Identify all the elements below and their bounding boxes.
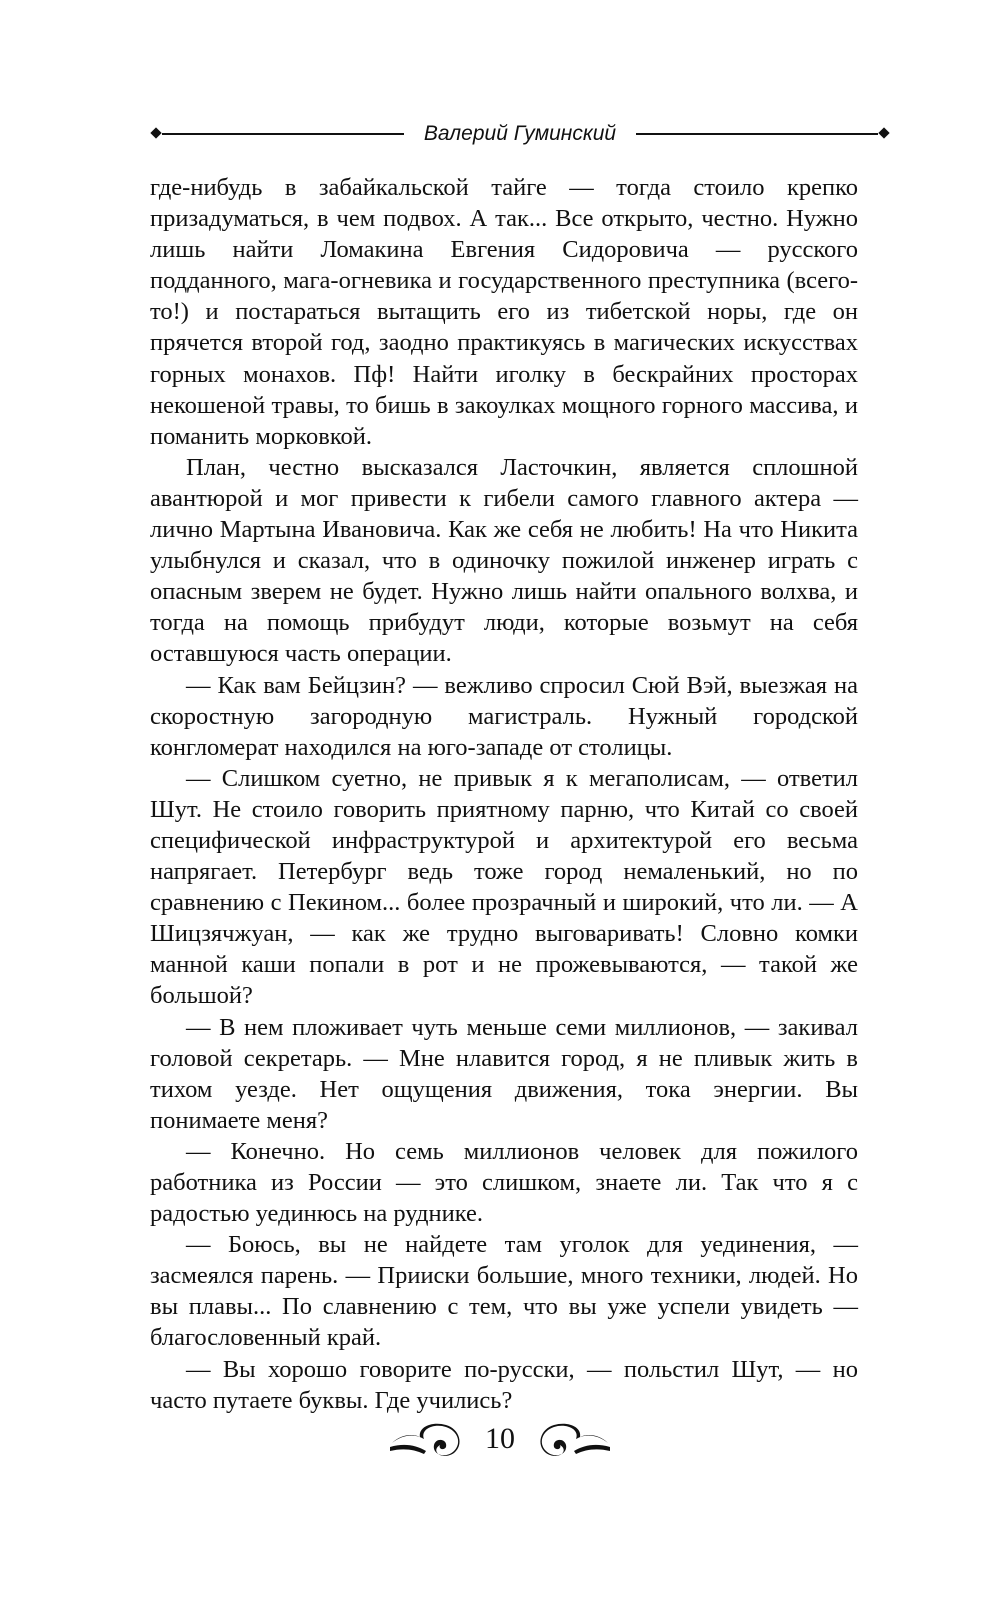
author-name: Валерий Гуминский [423,122,617,145]
page-number: 10 [485,1422,515,1455]
paragraph: где-нибудь в забайкальской тайге — тогда стоило крепко призадуматься, в чем подвох. А так... Все открыто, честно. Нужно лишь найти Ломакина Евгения Сидоровича — русского подданного, мага-огневика и государственного преступника (всего-то!) и постараться вытащить его из тибетской норы, где он прячется второй год, заодно практикуясь в магических искусствах горных монахов. Пф! Найти иголку в бескрайних просторах некошеной травы, то бишь в закоулках мощного горного массива, и поманить морковкой. [150,174,858,450]
scroll-ornament-right-icon [530,1421,610,1461]
paragraph: — Вы хорошо говорите по-русски, — польстил Шут, — но часто путаете буквы. Где учились? [150,1355,858,1414]
running-header [150,118,890,150]
header-rule-right [636,133,878,135]
paragraph: — Боюсь, вы не найдете там уголок для уединения, — засмеялся парень. — Прииски большие, много техники, людей. Но вы плавы... По славнению с тем, что вы уже успели увидеть — благословенный край. [150,1231,858,1352]
page-footer [390,1415,610,1465]
paragraph: — В нем пложивает чуть меньше семи миллионов, — закивал головой секретарь. — Мне нлавится город, я не пливык жить в тихом уезде. Нет ощущения движения, тока энергии. Вы понимаете меня? [150,1013,858,1134]
paragraph: — Как вам Бейцзин? — вежливо спросил Сюй Вэй, выезжая на скоростную загородную магистраль. Нужный городской конгломерат находился на юго-западе от столицы. [150,671,858,761]
paragraph: — Конечно. Но семь миллионов человек для пожилого работника из России — это слишком, знаете ли. Так что я с радостью уединюсь на руднике. [150,1137,858,1228]
paragraph: План, честно высказался Ласточкин, является сплошной авантюрой и мог привести к гибели самого главного актера — лично Мартына Ивановича. Как же себя не любить! На что Никита улыбнулся и сказал, что в одиночку пожилой инженер играть с опасным зверем не будет. Нужно лишь найти опального волхва, и тогда на помощь прибудут люди, которые возьмут на себя оставшуюся часть операции. [150,453,858,668]
paragraph: — Слишком суетно, не привык я к мегаполисам, — ответил Шут. Не стоило говорить приятному парню, что Китай со своей специфической инфраструктурой и архитектурой его весьма напрягает. Петербург ведь тоже город немаленький, но по сравнению с Пекином... более прозрачный и широкий, что ли. — А Шицзячжуан, — как же трудно выговаривать! Словно комки манной каши попали в рот и не прожевываются, — такой же большой? [150,764,858,1010]
body-text [150,172,858,1416]
